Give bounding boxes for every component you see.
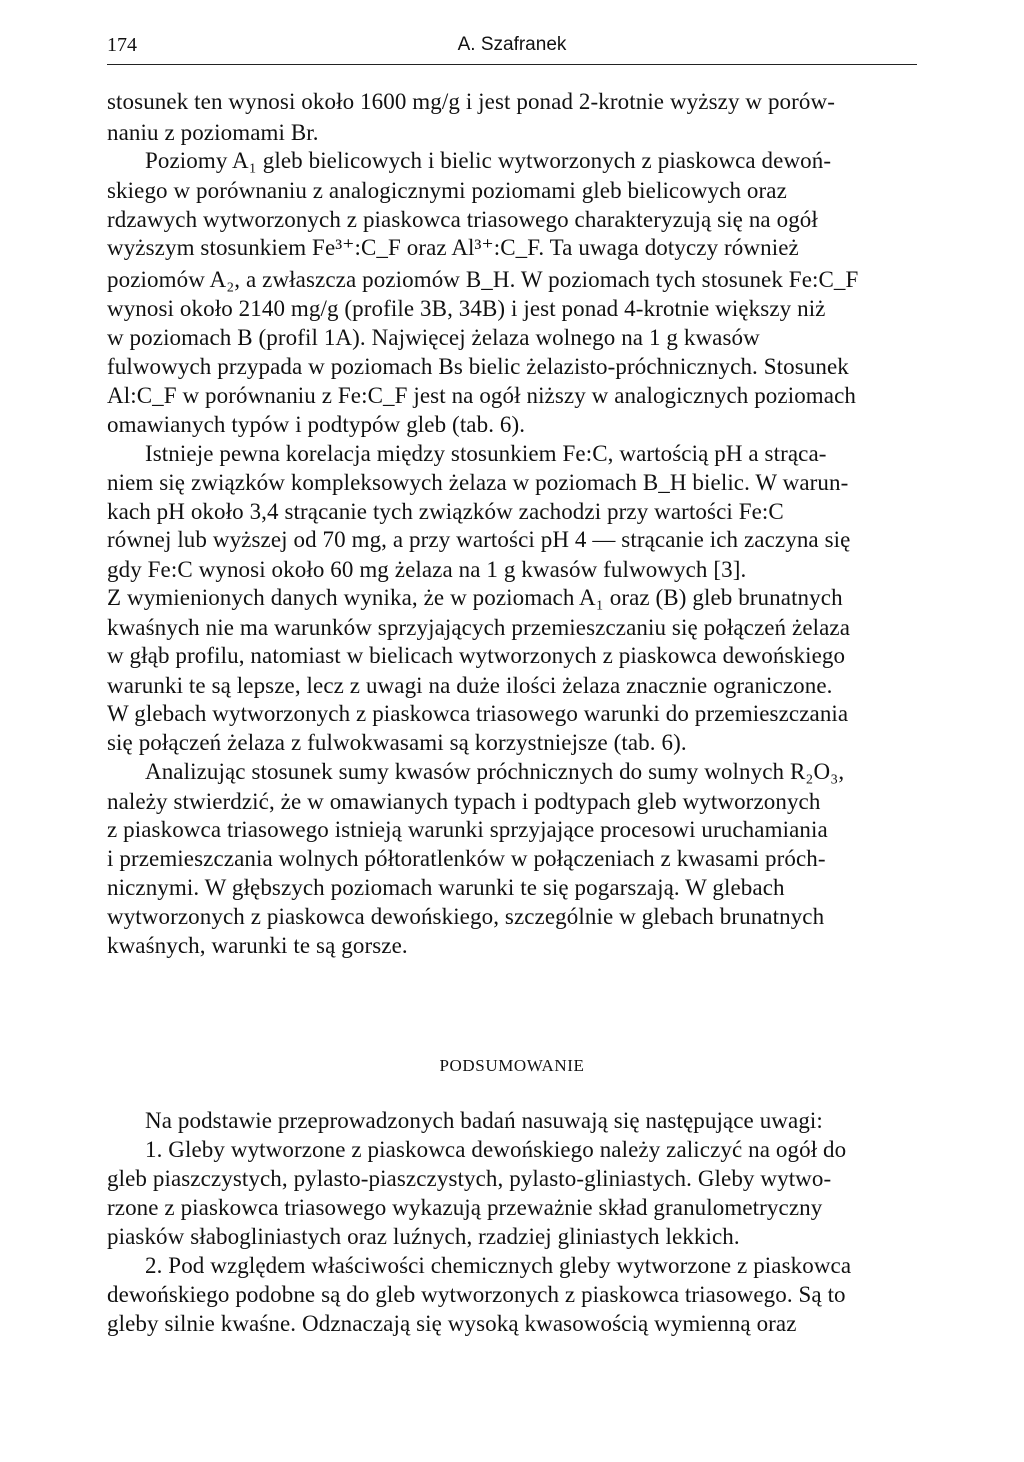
page-header	[107, 30, 917, 65]
text-line: dewońskiego podobne są do gleb wytworzonych z piaskowca triasowego. Są to	[107, 1282, 846, 1307]
text-line: gleby silnie kwaśne. Odznaczają się wysoką kwasowością wymienną oraz	[107, 1311, 797, 1336]
paragraph-start-line: Poziomy A₁ gleb bielicowych i bielic wytworzonych z piaskowca dewoń-	[145, 148, 832, 173]
paragraph-start-line: Na podstawie przeprowadzonych badań nasuwają się następujące uwagi:	[145, 1108, 823, 1133]
text-line: poziomów A₂, a zwłaszcza poziomów B_H. W poziomach tych stosunek Fe:C_F	[107, 267, 859, 292]
text-line: fulwowych przypada w poziomach Bs bielic żelazisto-próchnicznych. Stosunek	[107, 354, 849, 379]
text-line: wyższym stosunkiem Fe³⁺:C_F oraz Al³⁺:C_F. Ta uwaga dotyczy również	[107, 235, 799, 260]
text-line: W glebach wytworzonych z piaskowca triasowego warunki do przemieszczania	[107, 701, 849, 726]
text-line: i przemieszczania wolnych półtoratlenków w połączeniach z kwasami próch-	[107, 846, 826, 871]
text-line: w głąb profilu, natomiast w bielicach wytworzonych z piaskowca dewońskiego	[107, 643, 846, 668]
text-line: należy stwierdzić, że w omawianych typach i podtypach gleb wytworzonych	[107, 789, 821, 814]
text-line: kwaśnych, warunki te są gorsze.	[107, 933, 408, 958]
text-line: się połączeń żelaza z fulwokwasami są korzystniejsze (tab. 6).	[107, 730, 687, 755]
text-line: kwaśnych nie ma warunków sprzyjających przemieszczaniu się połączeń żelaza	[107, 615, 851, 640]
text-line: Z wymienionych danych wynika, że w poziomach A₁ oraz (B) gleb brunatnych	[107, 585, 843, 610]
text-line: warunki te są lepsze, lecz z uwagi na duże ilości żelaza znacznie ograniczone.	[107, 673, 833, 698]
text-line: omawianych typów i podtypów gleb (tab. 6).	[107, 412, 526, 437]
text-line: gdy Fe:C wynosi około 60 mg żelaza na 1 g kwasów fulwowych [3].	[107, 557, 747, 582]
text-line: gleb piaszczystych, pylasto-piaszczystych, pylasto-gliniastych. Gleby wytwo-	[107, 1166, 832, 1191]
paragraph-start-line: Istnieje pewna korelacja między stosunkiem Fe:C, wartością pH a strąca-	[145, 441, 827, 466]
text-line: piasków słabogliniastych oraz luźnych, rzadziej gliniastych lekkich.	[107, 1224, 740, 1249]
running-head-author: A. Szafranek	[457, 34, 567, 55]
text-line: skiego w porównaniu z analogicznymi poziomami gleb bielicowych oraz	[107, 178, 787, 203]
text-line: w poziomach B (profil 1A). Najwięcej żelaza wolnego na 1 g kwasów	[107, 325, 760, 350]
text-line: z piaskowca triasowego istnieją warunki sprzyjające procesowi uruchamiania	[107, 817, 828, 842]
paragraph-start-line: Analizując stosunek sumy kwasów próchnicznych do sumy wolnych R₂O₃,	[145, 759, 845, 784]
list-item-start-line: 2. Pod względem właściwości chemicznych gleby wytworzone z piaskowca	[145, 1253, 852, 1278]
text-line: Al:C_F w porównaniu z Fe:C_F jest na ogół niższy w analogicznych poziomach	[107, 383, 857, 408]
text-line: rzone z piaskowca triasowego wykazują przeważnie skład granulometryczny	[107, 1195, 823, 1220]
text-line: niem się związków kompleksowych żelaza w poziomach B_H bielic. W warun-	[107, 470, 849, 495]
section-heading: PODSUMOWANIE	[439, 1056, 585, 1075]
text-line: naniu z poziomami Br.	[107, 120, 319, 145]
text-line: wynosi około 2140 mg/g (profile 3B, 34B) i jest ponad 4-krotnie większy niż	[107, 296, 826, 321]
text-line: rdzawych wytworzonych z piaskowca triasowego charakteryzują się na ogół	[107, 207, 818, 232]
list-item-start-line: 1. Gleby wytworzone z piaskowca dewońskiego należy zaliczyć na ogół do	[145, 1137, 847, 1162]
text-line: równej lub wyższej od 70 mg, a przy wartości pH 4 — strącanie ich zaczyna się	[107, 527, 851, 552]
text-line: kach pH około 3,4 strącanie tych związków zachodzi przy wartości Fe:C	[107, 499, 784, 524]
text-line: nicznymi. W głębszych poziomach warunki te się pogarszają. W glebach	[107, 875, 785, 900]
text-line: stosunek ten wynosi około 1600 mg/g i jest ponad 2-krotnie wyższy w porów-	[107, 89, 835, 114]
text-line: wytworzonych z piaskowca dewońskiego, szczególnie w glebach brunatnych	[107, 904, 825, 929]
page-number: 174	[107, 34, 137, 56]
